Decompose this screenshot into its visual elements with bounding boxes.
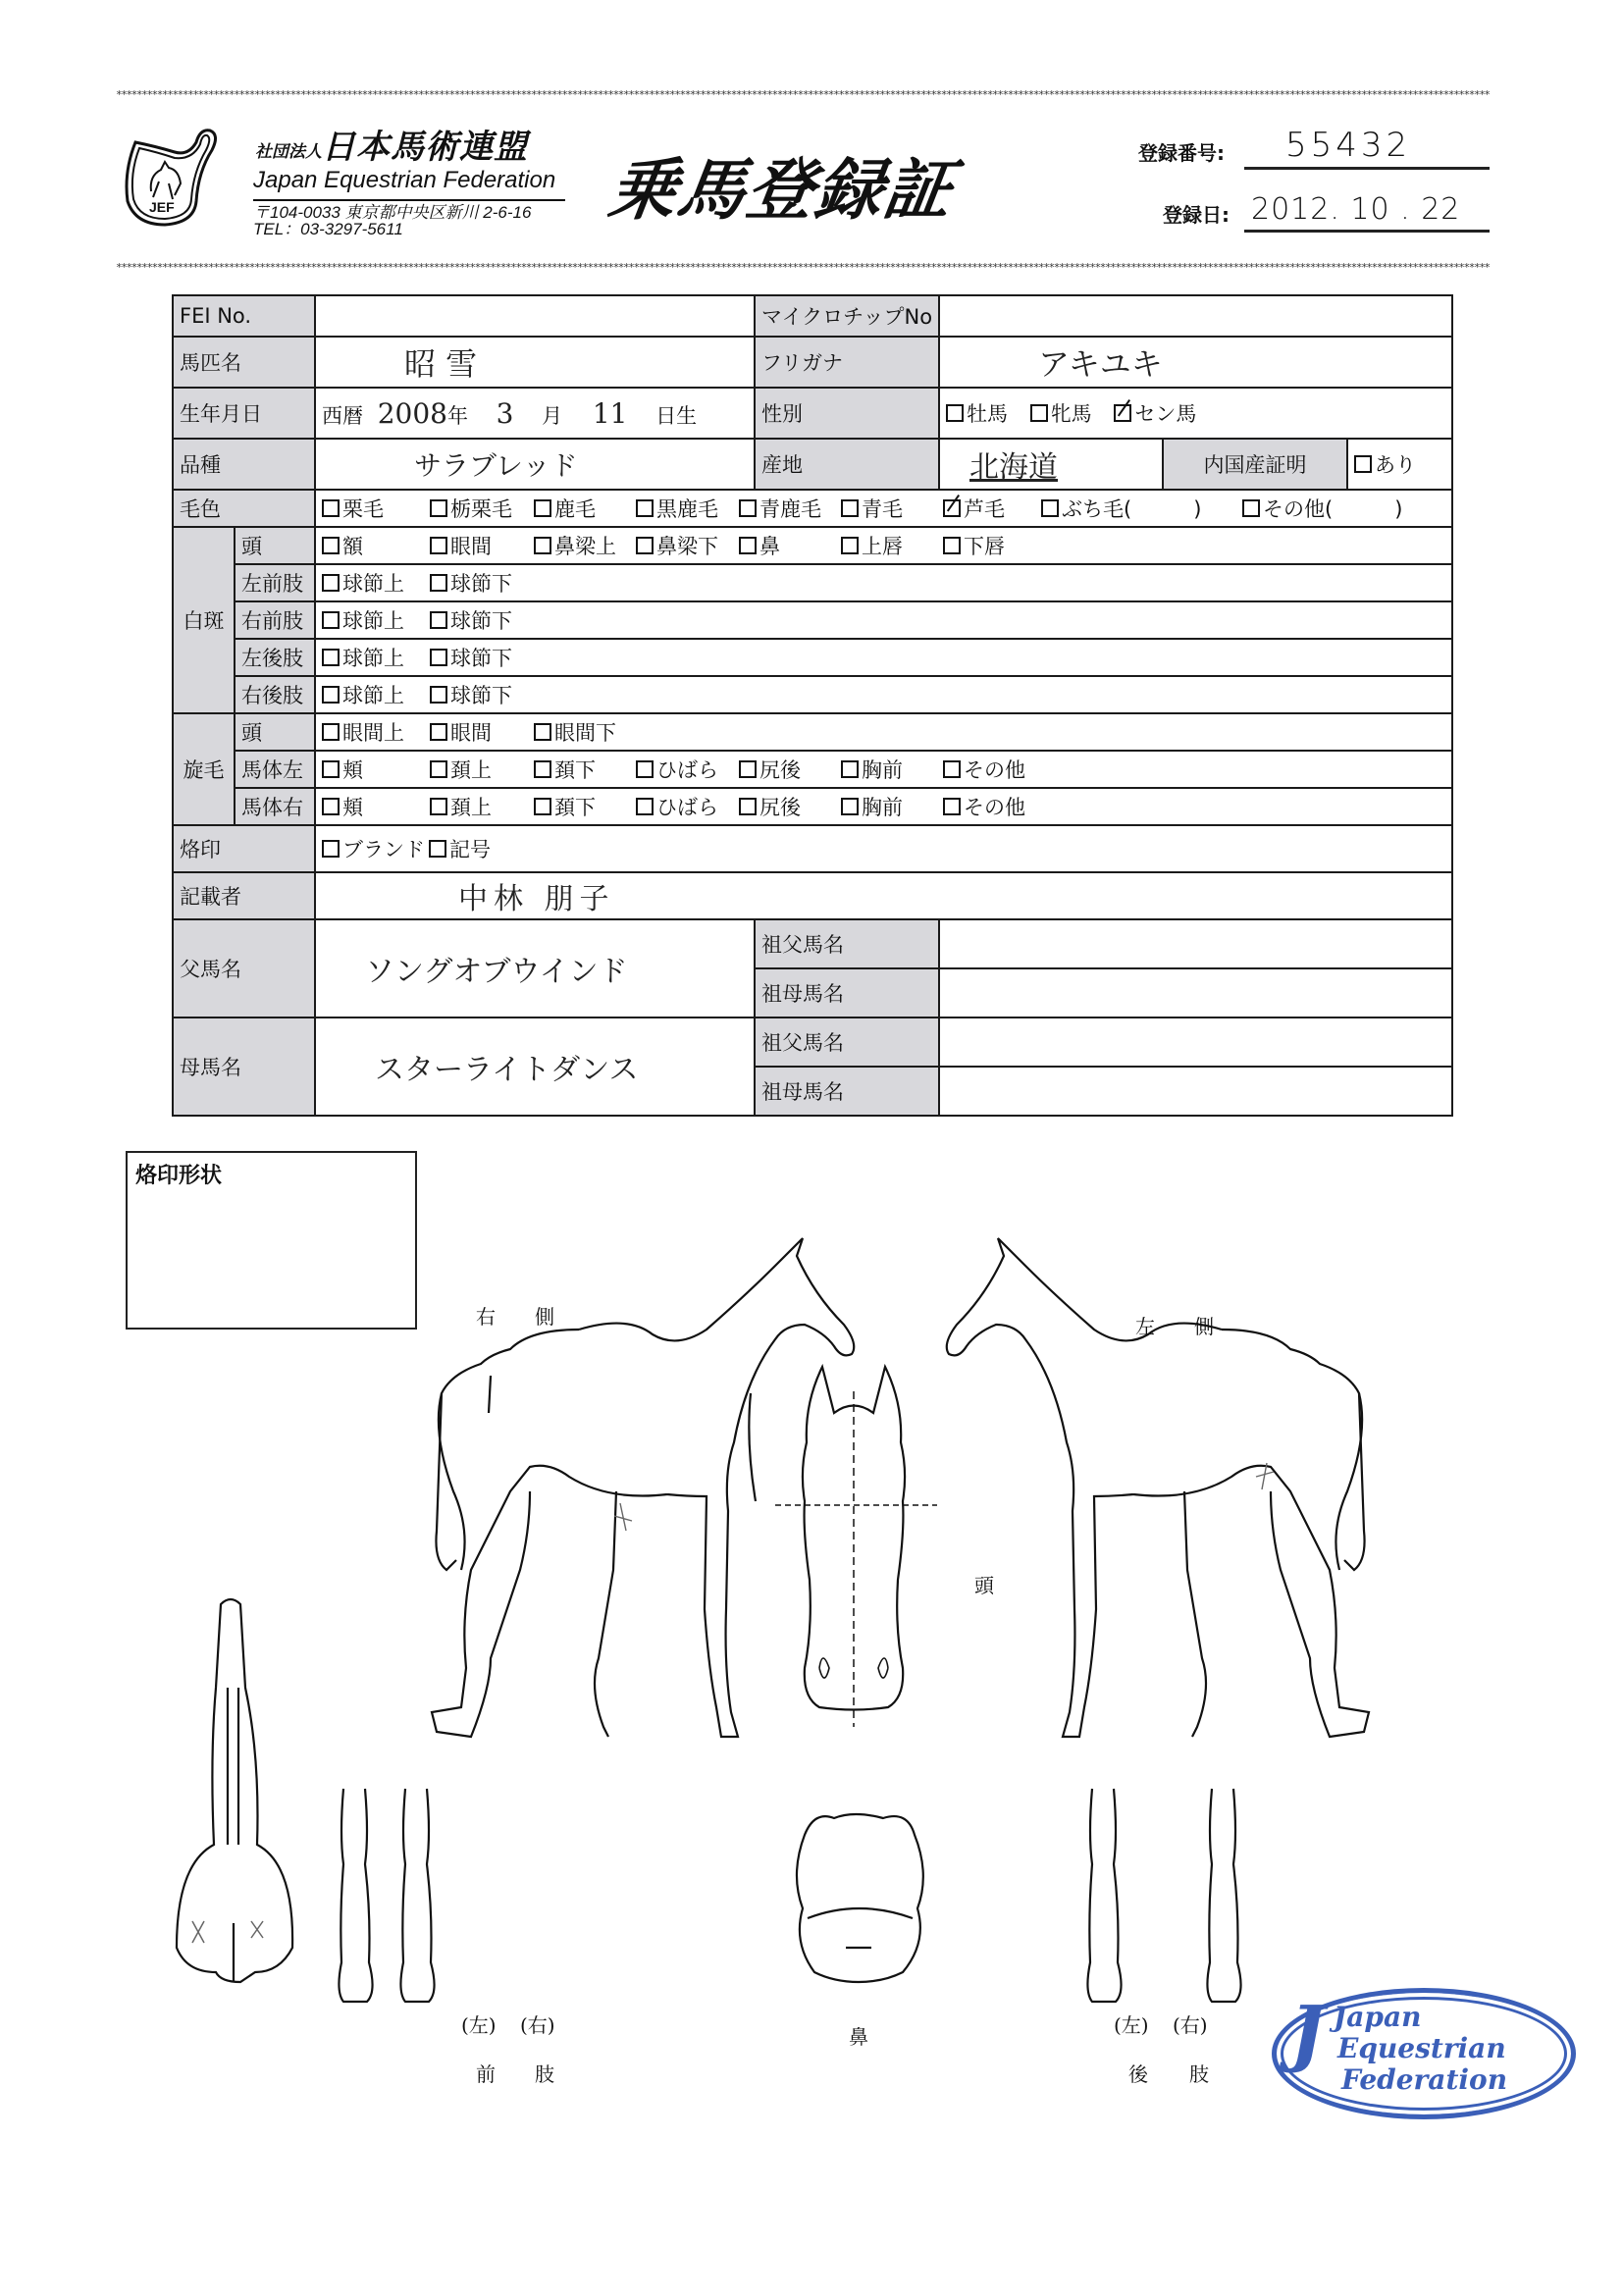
horse-name-field[interactable]: 昭 雪: [315, 337, 755, 388]
origin-label: 産地: [755, 439, 939, 490]
sire-label: 父馬名: [173, 919, 315, 1018]
whorl-option[interactable]: 胸前: [841, 755, 943, 784]
coat-option[interactable]: 青鹿毛: [739, 494, 841, 523]
whorl-option[interactable]: 頚上: [430, 755, 534, 784]
coat-option[interactable]: ぶち毛( ): [1041, 494, 1242, 523]
coat-color-label: 毛色: [173, 490, 315, 527]
sex-option-mare[interactable]: 牝馬: [1030, 398, 1092, 428]
whorl-option[interactable]: 頚下: [534, 755, 636, 784]
white-left-hind-label: 左後肢: [235, 639, 315, 676]
day-unit: 日生: [655, 403, 698, 428]
white-option[interactable]: 上唇: [841, 531, 943, 560]
stamp-line2: Equestrian: [1337, 2032, 1506, 2064]
whorl-option[interactable]: 頬: [322, 755, 430, 784]
sire-field[interactable]: ソングオブウインド: [315, 919, 755, 1018]
microchip-label: マイクロチップNo: [755, 295, 939, 337]
stamp-line3: Federation: [1341, 2063, 1508, 2096]
dam-granddam-label: 祖母馬名: [755, 1067, 939, 1116]
whorl-option[interactable]: 頚下: [534, 792, 636, 821]
birth-day[interactable]: 11: [592, 396, 628, 430]
hind-legs-icon: [1087, 1789, 1240, 2002]
org-address: 〒104-0033 東京都中央区新川 2-6-16: [253, 203, 532, 222]
org-type: 社団法人: [255, 142, 322, 162]
hind-label-a: 後: [1128, 2062, 1148, 2086]
stamp-j-glyph: J: [1290, 1991, 1326, 2075]
registration-date-label: 登録日:: [1163, 203, 1230, 227]
dam-label: 母馬名: [173, 1018, 315, 1116]
origin-field[interactable]: 北海道: [939, 439, 1163, 490]
whorl-option[interactable]: ひばら: [636, 755, 739, 784]
white-left-fore-label: 左前肢: [235, 564, 315, 601]
whorl-body-right-label: 馬体右: [235, 788, 315, 825]
furigana-field[interactable]: アキユキ: [939, 337, 1452, 388]
coat-option[interactable]: 栃栗毛: [430, 494, 534, 523]
fore-label-a: 前: [476, 2062, 496, 2086]
stamp-line1: Japan: [1334, 2001, 1422, 2033]
hind-left-label: (左): [1114, 2013, 1149, 2037]
white-option[interactable]: 球節下: [430, 605, 512, 635]
sire-granddam-label: 祖母馬名: [755, 968, 939, 1018]
jef-official-stamp: [1272, 1988, 1576, 2119]
sire-grandsire-label: 祖父馬名: [755, 919, 939, 968]
dam-field[interactable]: スターライトダンス: [315, 1018, 755, 1116]
month-unit: 月: [542, 403, 563, 428]
org-name-jp: 日本馬術連盟: [322, 128, 528, 167]
brand-option[interactable]: 記号: [429, 834, 491, 863]
horse-left-side-icon: [947, 1238, 1369, 1737]
white-option[interactable]: 鼻梁下: [636, 531, 739, 560]
birth-date-label: 生年月日: [173, 388, 315, 439]
whorl-option[interactable]: ひばら: [636, 792, 739, 821]
white-option[interactable]: 球節上: [322, 605, 430, 635]
breed-label: 品種: [173, 439, 315, 490]
brand-shape-label: 烙印形状: [135, 1164, 223, 1188]
whorl-option[interactable]: 眼間上: [322, 717, 430, 747]
white-option[interactable]: 球節上: [322, 568, 430, 598]
horse-name-label: 馬匹名: [173, 337, 315, 388]
hind-right-label: (右): [1173, 2013, 1208, 2037]
sex-option-stallion[interactable]: 牡馬: [946, 398, 1008, 428]
fore-label-b: 肢: [535, 2062, 554, 2086]
whorl-option[interactable]: 尻後: [739, 792, 841, 821]
white-option[interactable]: 額: [322, 531, 430, 560]
white-head-label: 頭: [235, 527, 315, 564]
domestic-cert-label: 内国産証明: [1163, 439, 1347, 490]
horse-top-view-icon: [177, 1599, 292, 1982]
brand-option[interactable]: ブランド: [322, 834, 425, 863]
horse-head-front-icon: [775, 1367, 937, 1727]
white-option[interactable]: 下唇: [943, 531, 1005, 560]
registration-date-value: 2012. 10 . 22: [1251, 192, 1461, 227]
domestic-cert-option[interactable]: あり: [1347, 439, 1452, 490]
year-unit: 年: [446, 403, 468, 428]
coat-option[interactable]: 黒鹿毛: [636, 494, 739, 523]
dam-grandsire-label: 祖父馬名: [755, 1018, 939, 1067]
decorative-star-border-bottom: ****************************************************************************************************************************************************************************************************************************************************************************: [116, 263, 1490, 273]
white-option[interactable]: 球節下: [430, 680, 512, 709]
white-option[interactable]: 球節下: [430, 643, 512, 672]
fei-no-label: FEI No.: [173, 295, 315, 337]
whorl-option[interactable]: 胸前: [841, 792, 943, 821]
horse-right-side-icon: [432, 1238, 854, 1737]
whorl-option[interactable]: 尻後: [739, 755, 841, 784]
era-label: 西暦: [322, 403, 363, 428]
logo-jef-text: JEF: [149, 199, 175, 215]
brand-label: 烙印: [173, 825, 315, 872]
white-markings-label: 白斑: [173, 527, 235, 713]
coat-option[interactable]: 鹿毛: [534, 494, 636, 523]
white-option[interactable]: 球節下: [430, 568, 512, 598]
fore-legs-icon: [339, 1789, 434, 2002]
whorl-option[interactable]: 眼間: [430, 717, 534, 747]
fore-left-label: (左): [461, 2013, 497, 2037]
muzzle-icon: [797, 1814, 923, 1982]
org-name-en: Japan Equestrian Federation: [253, 167, 556, 193]
white-right-fore-label: 右前肢: [235, 601, 315, 639]
registration-number-label: 登録番号:: [1138, 141, 1225, 165]
white-right-hind-label: 右後肢: [235, 676, 315, 713]
recorder-label: 記載者: [173, 872, 315, 919]
head-label: 頭: [974, 1574, 994, 1597]
coat-option[interactable]: その他( ): [1242, 494, 1402, 523]
decorative-star-border-top: ****************************************************************************************************************************************************************************************************************************************************************************: [116, 90, 1490, 100]
hind-label-b: 肢: [1189, 2062, 1209, 2086]
left-side-label: 左 側: [1135, 1315, 1214, 1338]
whorl-head-label: 頭: [235, 713, 315, 751]
coat-option[interactable]: 青毛: [841, 494, 943, 523]
coat-option-gray-checked[interactable]: 芦毛: [943, 494, 1041, 523]
whorls-label: 旋毛: [173, 713, 235, 825]
white-option[interactable]: 鼻梁上: [534, 531, 636, 560]
whorl-option[interactable]: 頚上: [430, 792, 534, 821]
sex-label: 性別: [755, 388, 939, 439]
whorl-option[interactable]: 眼間下: [534, 717, 616, 747]
furigana-label: フリガナ: [755, 337, 939, 388]
white-option[interactable]: 球節上: [322, 680, 430, 709]
white-option[interactable]: 球節上: [322, 643, 430, 672]
white-option[interactable]: 鼻: [739, 531, 841, 560]
whorl-option[interactable]: その他: [943, 792, 1025, 821]
birth-month[interactable]: 3: [496, 396, 514, 430]
document-title: 乗馬登録証: [603, 152, 959, 230]
whorl-body-left-label: 馬体左: [235, 751, 315, 788]
right-side-label: 右 側: [476, 1305, 554, 1329]
recorder-field[interactable]: 中林 朋子: [315, 872, 1452, 919]
birth-year[interactable]: 2008: [377, 396, 447, 430]
org-tel: TEL：03-3297-5611: [253, 220, 403, 238]
coat-option[interactable]: 栗毛: [322, 494, 430, 523]
sex-option-gelding[interactable]: セン馬: [1114, 398, 1196, 428]
registration-number-value: 55432: [1285, 126, 1412, 165]
muzzle-label: 鼻: [849, 2025, 868, 2049]
whorl-option[interactable]: 頬: [322, 792, 430, 821]
white-option[interactable]: 眼間: [430, 531, 534, 560]
fore-right-label: (右): [520, 2013, 555, 2037]
breed-field[interactable]: サラブレッド: [315, 439, 755, 490]
whorl-option[interactable]: その他: [943, 755, 1025, 784]
